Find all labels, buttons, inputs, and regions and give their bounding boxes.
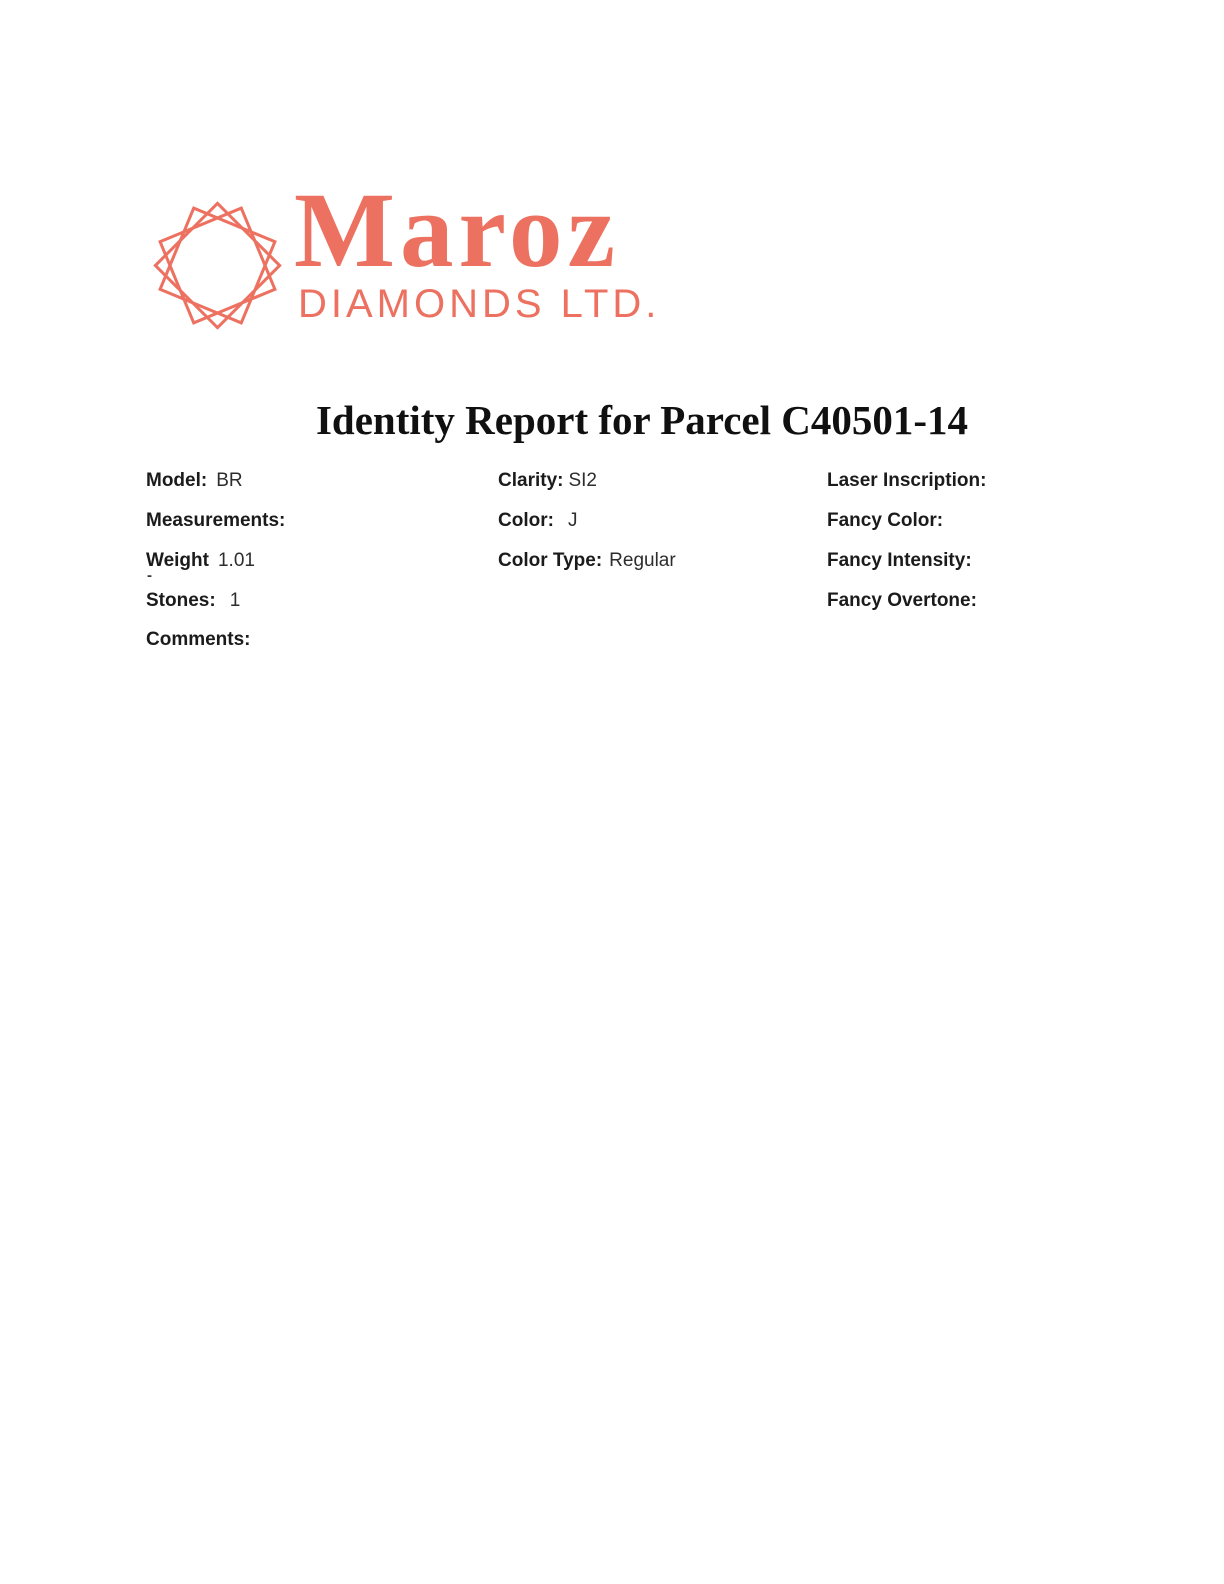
measurements-label: Measurements: [146, 510, 286, 531]
fancy-color-label: Fancy Color: [827, 510, 944, 531]
field-color-type [498, 551, 676, 570]
weight-value: 1.01 [217, 550, 255, 571]
field-model [146, 471, 243, 490]
clarity-label: Clarity: [498, 470, 564, 491]
stones-value: 1 [229, 590, 241, 611]
color-type-label: Color Type: [498, 550, 603, 571]
clarity-value: SI2 [568, 470, 597, 491]
color-label: Color: [498, 510, 554, 531]
color-type-value: Regular [609, 550, 676, 571]
comments-label: Comments: [146, 629, 251, 650]
field-comments [146, 630, 260, 649]
field-fancy-color [827, 511, 952, 530]
fancy-intensity-label: Fancy Intensity: [827, 550, 972, 571]
fancy-overtone-label: Fancy Overtone: [827, 590, 977, 611]
field-fancy-overtone [827, 591, 986, 610]
weight-label: Weight [146, 550, 209, 571]
field-laser-inscription [827, 471, 995, 490]
maroz-star-logo-icon [152, 199, 283, 332]
report-title: Identity Report for Parcel C40501-14 [315, 397, 969, 443]
color-value: J [567, 510, 578, 531]
field-color [498, 511, 577, 530]
field-stones [146, 591, 240, 610]
field-weight [146, 551, 255, 570]
field-measurements [146, 511, 294, 530]
field-clarity [498, 471, 597, 490]
stones-label: Stones: [146, 590, 216, 611]
weight-wrapped-mark: - [147, 567, 152, 584]
brand-subtitle: DIAMONDS LTD. [298, 282, 661, 326]
model-label: Model: [146, 470, 208, 491]
brand-name: Maroz [294, 172, 621, 290]
field-fancy-intensity [827, 551, 981, 570]
report-title-row [0, 396, 1224, 444]
model-value: BR [216, 470, 243, 491]
laser-inscription-label: Laser Inscription: [827, 470, 987, 491]
